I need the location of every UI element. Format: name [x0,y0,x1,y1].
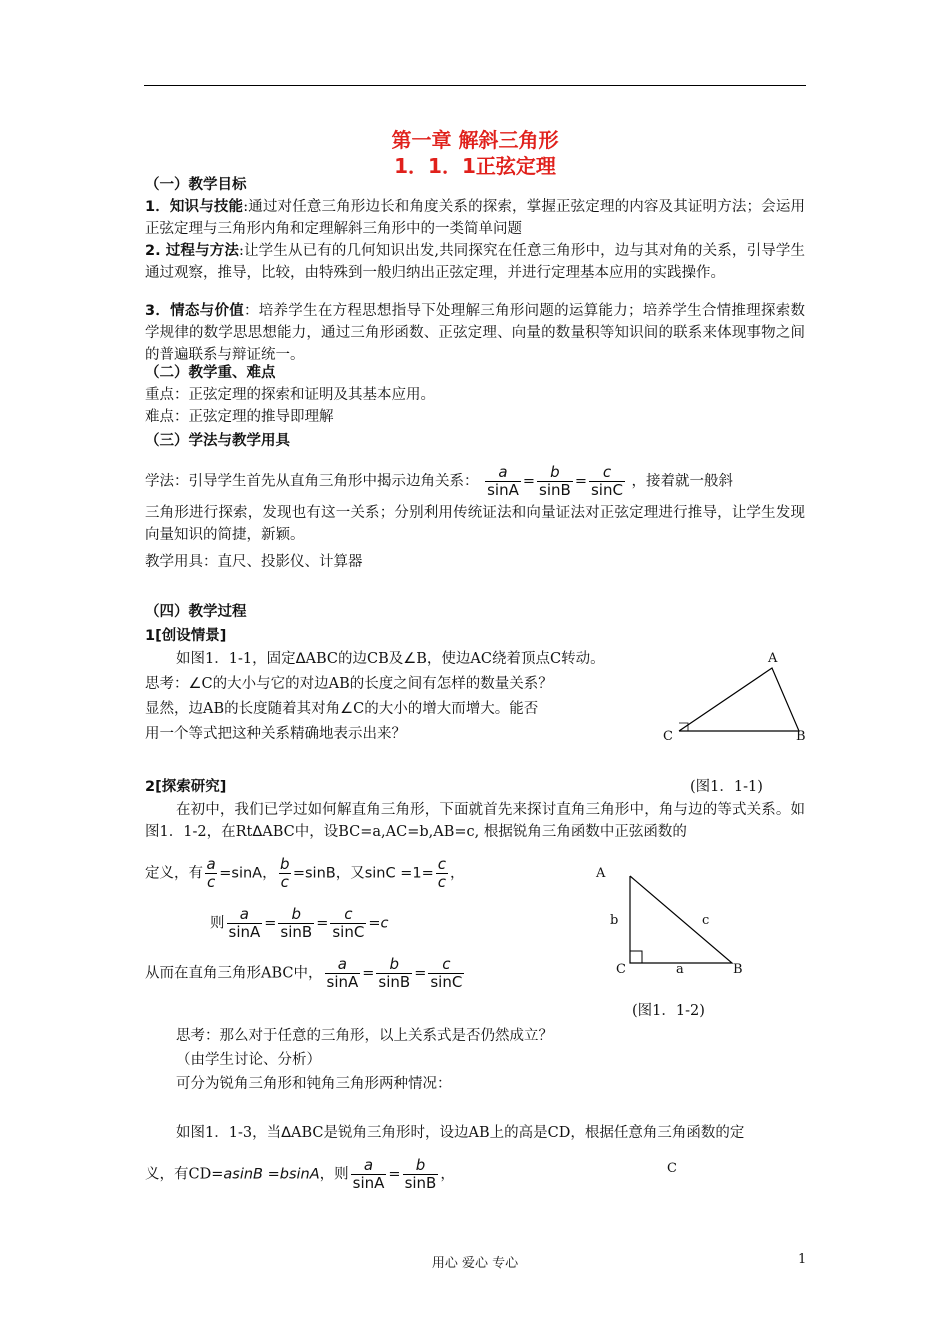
figure-1-1-caption: (图1．1-1) [690,779,763,795]
angle-symbol: ∠ [188,676,202,692]
figure-1-1-label-a: A [768,651,778,666]
learning-method-line1: 学法：引导学生首先从直角三角形中揭示边角关系： $\frac{a}{\sin A}$ = $\frac{b}{\sin B}$ = $\frac{c}{\sin C}$ ，接着就一般斜 [145,463,734,499]
figure-1-3-label-c: C [667,1161,677,1176]
objective-2 [145,240,805,284]
fraction-b-c: $\frac{b}{c}$ [279,855,290,891]
fraction-a-sinA: $\frac{a}{\sin A}$ [487,463,519,499]
figure-1-2-label-a: A [596,866,606,881]
chapter-title: 第一章 解斜三角形 [391,128,559,152]
figure-1-1-label-b: B [796,729,806,744]
learning-method-rest: 三角形进行探索，发现也有这一关系；分别利用传统证法和向量证法对正弦定理进行推导，让学生发现向量知识的简捷，新颖。 [145,505,805,543]
section-heading-objectives: （一）教学目标 [145,177,247,193]
page-number: 1 [798,1252,807,1267]
figure-1-2 [620,868,750,968]
objective-2-label: 2. 过程与方法 [145,243,239,259]
fraction-a-sinA: $\frac{a}{\sin A}$ [228,905,261,941]
section-heading-keypoints: （二）教学重、难点 [145,365,276,381]
step-1-heading: 1[创设情景] [145,628,227,644]
fraction-a-sinA: $\frac{a}{\sin A}$ [352,1156,385,1192]
section-heading-methods: （三）学法与教学用具 [145,433,290,449]
fraction-b-sinB: $\frac{b}{\sin B}$ [404,1156,437,1192]
section-heading-process: （四）教学过程 [145,604,247,620]
fraction-c-sinC: $\frac{c}{\sin C}$ [430,955,463,991]
objective-1-text: :通过对任意三角形边长和角度关系的探索，掌握正弦定理的内容及其证明方法；会运用正弦定理与三角形内角和定理解斜三角形中的一类简单问题 [145,199,805,237]
figure-1-2-caption: (图1．1-2) [632,1003,705,1019]
figure-1-2-right-angle-mark [630,951,642,963]
fraction-b-sinB: $\frac{b}{\sin B}$ [539,463,571,499]
fraction-c-sinC: $\frac{c}{\sin C}$ [332,905,365,941]
scenario-p3: 显然，边AB的长度随着其对角∠C的大小的增大而增大。能否 [145,701,539,717]
learning-method-suffix: ，接着就一般斜 [631,473,734,490]
figure-1-2-side-b: b [610,913,619,928]
research-p5: 在初中，我们已学过如何解直角三角形，下面就首先来探讨直角三角形中，角与边的等式关系。如图1．1-2，在RtΔABC中，设BC=a,AC=b,AB=c, 根据锐角三角函数中正弦函数的 [145,802,805,840]
fraction-b-sinB: $\frac{b}{\sin B}$ [378,955,411,991]
section-title: 1．1．1正弦定理 [394,154,556,178]
research-p12: 如图1．1-3，当ΔABC是锐角三角形时，设边AB上的高是CD，根据任意角三角函数的定 [176,1125,745,1141]
objective-1-label: 1．知识与技能 [145,199,244,215]
angle-symbol: ∠ [340,701,354,717]
figure-1-1-label-c: C [663,729,673,744]
research-p11: 可分为锐角三角形和钝角三角形两种情况： [176,1076,452,1092]
angle-symbol: ∠ [403,651,417,667]
teaching-tools: 教学用具：直尺、投影仪、计算器 [145,554,363,570]
figure-1-2-side-c: c [702,913,710,928]
figure-1-2-label-c: C [616,962,626,977]
fraction-a-c: $\frac{a}{c}$ [206,855,216,891]
research-p13: 义，有CD=asinB =bsinA，则 $\frac{a}{\sin A}$ = $\frac{b}{\sin B}$ ， [145,1156,455,1192]
fraction-b-sinB: $\frac{b}{\sin B}$ [280,905,313,941]
objective-2-text: :让学生从已有的几何知识出发,共同探究在任意三角形中，边与其对角的关系，引导学生通过观察，推导，比较，由特殊到一般归纳出正弦定理，并进行定理基本应用的实践操作。 [145,243,805,281]
objective-3-label: 3．情态与价值 [145,303,244,319]
research-p7: 则 $\frac{a}{\sin A}$ = $\frac{b}{\sin B}$ = $\frac{c}{\sin C}$ =c [210,905,389,941]
scenario-p2: 思考：∠C的大小与它的对边AB的长度之间有怎样的数量关系？ [145,676,553,692]
figure-1-2-triangle [630,876,732,963]
objective-1 [145,196,805,240]
research-p10: （由学生讨论、分析） [176,1052,321,1068]
learning-method-prefix: 学法：引导学生首先从直角三角形中揭示边角关系： [145,473,479,490]
triangle-symbol: Δ [281,1125,291,1141]
triangle-symbol: Δ [252,824,263,840]
step-2-heading: 2[探索研究] [145,779,227,795]
key-point: 重点：正弦定理的探索和证明及其基本应用。 [145,387,435,403]
figure-1-2-side-a: a [676,962,684,977]
footer-motto: 用心 爱心 专心 [431,1256,519,1271]
scenario-p4: 用一个等式把这种关系精确地表示出来？ [145,726,406,742]
fraction-a-sinA: $\frac{a}{\sin A}$ [326,955,359,991]
figure-1-2-label-b: B [733,962,743,977]
figure-1-1-triangle [679,668,799,731]
research-p6: 定义，有 $\frac{a}{c}$ =sinA， $\frac{b}{c}$ =sinB，又sinC =1= $\frac{c}{c}$ ， [145,855,465,891]
objective-3 [145,300,805,366]
triangle-symbol: Δ [295,651,306,667]
scenario-p1: 如图1．1-1，固定ΔABC的边CB及∠B，使边AC绕着顶点C转动。 [176,651,605,667]
difficult-point: 难点：正弦定理的推导即理解 [145,409,334,425]
research-p8: 从而在直角三角形ABC中， $\frac{a}{\sin A}$ = $\frac{b}{\sin B}$ = $\frac{c}{\sin C}$ [145,955,463,991]
fraction-c-c: $\frac{c}{c}$ [437,855,446,891]
fraction-c-sinC: $\frac{c}{\sin C}$ [590,463,623,499]
objective-3-text: ：培养学生在方程思想指导下处理解三角形问题的运算能力；培养学生合情推理探索数学规律的数学思思想能力，通过三角形函数、正弦定理、向量的数量积等知识间的联系来体现事物之间的普遍联系与辩证统一。 [145,303,805,363]
header-rule [144,85,806,86]
research-p9: 思考：那么对于任意的三角形，以上关系式是否仍然成立？ [176,1028,553,1044]
